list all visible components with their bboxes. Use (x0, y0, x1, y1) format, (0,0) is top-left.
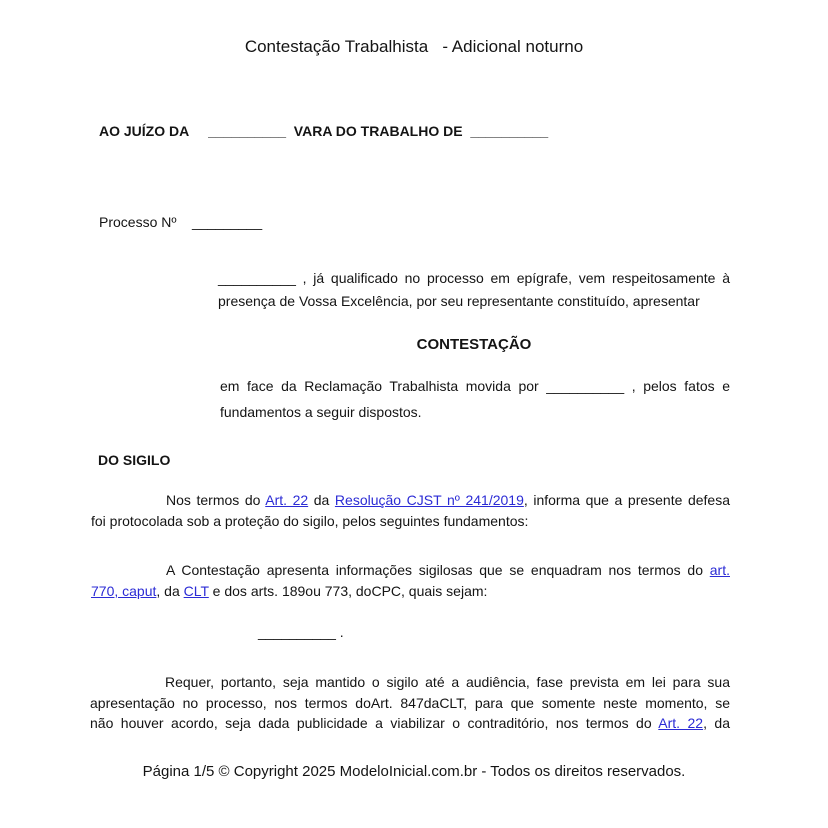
text-segment: apresentação no processo, nos termos doArt. 847daCLT, para que somente neste momento, se (90, 694, 730, 711)
requer-paragraph (90, 672, 730, 734)
text-line (90, 713, 730, 734)
text-segment: fundamentos a seguir dispostos. (220, 404, 422, 420)
text-line (91, 511, 730, 532)
text-line (218, 267, 730, 290)
legal-reference-link[interactable]: Art. 22 (265, 492, 309, 508)
sigilo-fundamentos-paragraph (91, 560, 730, 601)
text-segment: , informa que a presente defesa (523, 492, 731, 508)
legal-reference-link[interactable]: Art. 22 (658, 715, 704, 731)
text-line (91, 560, 730, 581)
text-line (91, 490, 730, 511)
document-title: Contestação Trabalhista - Adicional noturno (244, 37, 584, 56)
text-segment: Requer, portanto, seja mantido o sigilo até a audiência, fase prevista em lei para sua (165, 674, 730, 690)
legal-reference-link[interactable]: CLT (183, 582, 209, 599)
text-line (220, 373, 730, 399)
section-heading-do-sigilo: DO SIGILO (98, 452, 171, 468)
text-segment: em face da Reclamação Trabalhista movida por __________ , pelos fatos e (220, 378, 730, 394)
text-segment: foi protocolada sob a proteção do sigilo, pelos seguintes fundamentos: (91, 512, 529, 529)
text-line (220, 399, 730, 425)
page-footer-copyright: Página 1/5 © Copyright 2025 ModeloInicial.com.br - Todos os direitos reservados. (142, 763, 686, 780)
text-segment: presença de Vossa Excelência, por seu representante constituído, apresentar (218, 293, 700, 309)
emface-paragraph (220, 373, 730, 425)
text-segment: não houver acordo, seja dada publicidade a viabilizar o contraditório, nos termos do (90, 715, 659, 731)
text-segment: da (308, 492, 335, 508)
legal-reference-link[interactable]: art. (709, 562, 730, 578)
nos-termos-paragraph (91, 490, 730, 531)
text-segment: __________ , já qualificado no processo em epígrafe, vem respeitosamente à (218, 270, 730, 286)
qualification-paragraph (218, 267, 730, 313)
text-segment: Nos termos do (166, 492, 266, 508)
legal-reference-link[interactable]: Resolução CJST nº 241/2019 (334, 492, 524, 508)
court-address-line: AO JUÍZO DA __________ VARA DO TRABALHO DE __________ (99, 123, 549, 139)
text-line (91, 581, 730, 602)
text-line (90, 693, 730, 714)
contestacao-heading: CONTESTAÇÃO (416, 336, 532, 353)
text-segment: e dos arts. 189ou 773, doCPC, quais sejam: (208, 582, 488, 599)
text-segment: , da (703, 715, 730, 731)
blank-fill-line: __________ . (258, 624, 344, 640)
process-number-line: Processo Nº _________ (99, 214, 263, 230)
text-line (90, 672, 730, 693)
text-segment: A Contestação apresenta informações sigilosas que se enquadram nos termos do (166, 562, 710, 578)
legal-reference-link[interactable]: 770, caput (91, 582, 157, 599)
text-segment: , da (156, 582, 184, 599)
text-line (218, 290, 730, 313)
